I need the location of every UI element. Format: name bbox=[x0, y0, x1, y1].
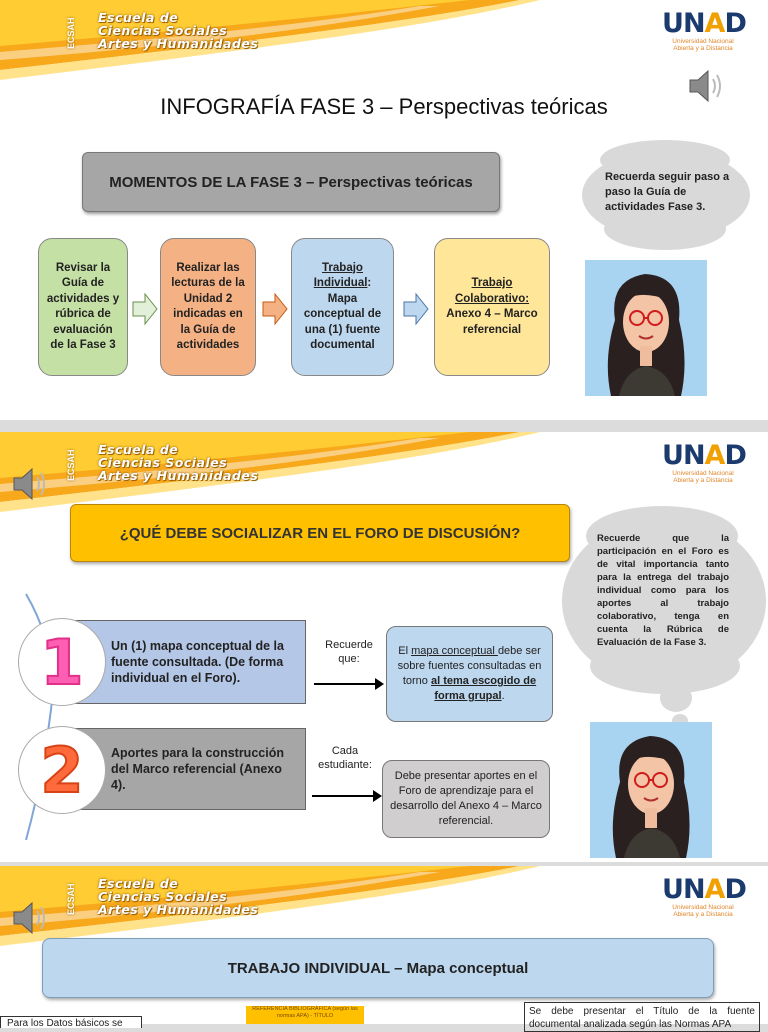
logo-letter-n: N bbox=[682, 440, 705, 471]
school-line-1: Escuela de bbox=[98, 442, 179, 457]
logo-letter-u: U bbox=[662, 874, 683, 905]
avatar-image bbox=[590, 722, 712, 858]
school-line-2: Ciencias Sociales bbox=[98, 23, 228, 38]
individual-work-label: Trabajo Individual bbox=[313, 261, 368, 289]
row-1-text: Un (1) mapa conceptual de la fuente consultada. (De forma individual en el Foro). bbox=[111, 639, 284, 685]
forum-heading: ¿QUÉ DEBE SOCIALIZAR EN EL FORO DE DISCUSIÓN? bbox=[70, 504, 570, 562]
logo-letter-d: D bbox=[724, 8, 746, 39]
school-name bbox=[98, 877, 258, 916]
note-1-part-1: El bbox=[398, 645, 412, 657]
logo-letter-a: A bbox=[704, 874, 725, 905]
row-1-label: Recuerde que: bbox=[325, 639, 373, 665]
reference-label: REFERENCIA BIBLIOGRÁFICA (según las normas APA) - TÍTULO bbox=[246, 1006, 364, 1024]
school-line-2: Ciencias Sociales bbox=[98, 455, 228, 470]
ecsah-vertical-label: ECSAH bbox=[66, 883, 76, 915]
logo-subtitle-2: Abierta y a Distancia bbox=[673, 45, 733, 52]
forum-reminder-text: Recuerde que la participación en el Foro es de vital importancia tanto para la entrega del trabajo individual como para los aportes al trabajo colaborativo, tenga en cuenta la Rúbrica de Evaluación de la Fase 3. bbox=[597, 533, 729, 648]
logo-letter-a: A bbox=[704, 8, 725, 39]
unad-logo bbox=[662, 442, 744, 486]
logo-letter-n: N bbox=[682, 874, 705, 905]
title-instruction-box: Se debe presentar el Título de la fuente documental analizada según las Normas APA bbox=[524, 1002, 760, 1032]
right-arrow-icon bbox=[262, 292, 288, 326]
school-line-3: Artes y Humanidades bbox=[98, 902, 259, 917]
school-line-3: Artes y Humanidades bbox=[98, 468, 259, 483]
logo-letter-u: U bbox=[662, 440, 683, 471]
logo-letter-d: D bbox=[724, 874, 746, 905]
collaborative-work-text: Anexo 4 – Marco referencial bbox=[446, 308, 538, 336]
row-1-note bbox=[386, 626, 553, 722]
note-1-part-5: . bbox=[501, 690, 505, 702]
guide-reminder-text: Recuerda seguir paso a paso la Guía de actividades Fase 3. bbox=[605, 171, 730, 213]
page-title: INFOGRAFÍA FASE 3 – Perspectivas teóricas bbox=[160, 94, 608, 119]
unad-logo bbox=[662, 10, 744, 54]
step-collaborative-work bbox=[434, 238, 550, 376]
logo-subtitle-2: Abierta y a Distancia bbox=[673, 911, 733, 918]
collaborative-work-label: Trabajo Colaborativo: bbox=[454, 277, 530, 305]
ecsah-vertical-label: ECSAH bbox=[66, 17, 76, 49]
school-line-3: Artes y Humanidades bbox=[98, 36, 259, 51]
logo-subtitle-1: Universidad Nacional bbox=[672, 38, 734, 45]
note-1-part-2: mapa conceptual bbox=[411, 645, 498, 657]
school-line-2: Ciencias Sociales bbox=[98, 889, 228, 904]
logo-letter-n: N bbox=[682, 8, 705, 39]
right-arrow-icon bbox=[314, 683, 382, 685]
avatar-image bbox=[585, 260, 707, 396]
school-line-1: Escuela de bbox=[98, 876, 179, 891]
logo-subtitle-1: Universidad Nacional bbox=[672, 470, 734, 477]
step-individual-work bbox=[291, 238, 394, 376]
school-name bbox=[98, 11, 258, 50]
basic-data-box: Para los Datos básicos se bbox=[0, 1016, 142, 1028]
speaker-icon[interactable] bbox=[10, 898, 50, 938]
speaker-icon[interactable] bbox=[10, 464, 50, 504]
phase-moments-heading: MOMENTOS DE LA FASE 3 – Perspectivas teóricas bbox=[82, 152, 500, 212]
right-arrow-icon bbox=[132, 292, 158, 326]
logo-letter-d: D bbox=[724, 440, 746, 471]
slide-2 bbox=[0, 432, 768, 862]
logo-letter-a: A bbox=[704, 440, 725, 471]
step-review-guide: Revisar la Guía de actividades y rúbrica de evaluación de la Fase 3 bbox=[38, 238, 128, 376]
individual-work-heading: TRABAJO INDIVIDUAL – Mapa conceptual bbox=[42, 938, 714, 998]
slide-3 bbox=[0, 866, 768, 1030]
school-name bbox=[98, 443, 258, 482]
row-2-note: Debe presentar aportes en el Foro de aprendizaje para el desarrollo del Anexo 4 – Marco referencial. bbox=[382, 760, 550, 838]
row-2-label: Cada estudiante: bbox=[318, 745, 372, 771]
individual-work-text: : Mapa conceptual de una (1) fuente documental bbox=[303, 277, 382, 351]
right-arrow-icon bbox=[312, 795, 380, 797]
step-readings: Realizar las lecturas de la Unidad 2 indicadas en la Guía de actividades bbox=[160, 238, 256, 376]
note-1-part-4: al tema escogido de forma grupal bbox=[430, 675, 537, 702]
logo-letter-u: U bbox=[662, 8, 683, 39]
row-2-text: Aportes para la construcción del Marco referencial (Anexo 4). bbox=[111, 746, 284, 792]
logo-subtitle-1: Universidad Nacional bbox=[672, 904, 734, 911]
right-arrow-icon bbox=[403, 292, 429, 326]
number-1-badge: 1 bbox=[18, 618, 106, 706]
slide-1 bbox=[0, 0, 768, 420]
number-2-badge: 2 bbox=[18, 726, 106, 814]
unad-logo bbox=[662, 876, 744, 920]
ecsah-vertical-label: ECSAH bbox=[66, 449, 76, 481]
note-1-part-3: debe ser sobre fuentes consultadas en torno bbox=[397, 645, 542, 687]
logo-subtitle-2: Abierta y a Distancia bbox=[673, 477, 733, 484]
school-line-1: Escuela de bbox=[98, 10, 179, 25]
